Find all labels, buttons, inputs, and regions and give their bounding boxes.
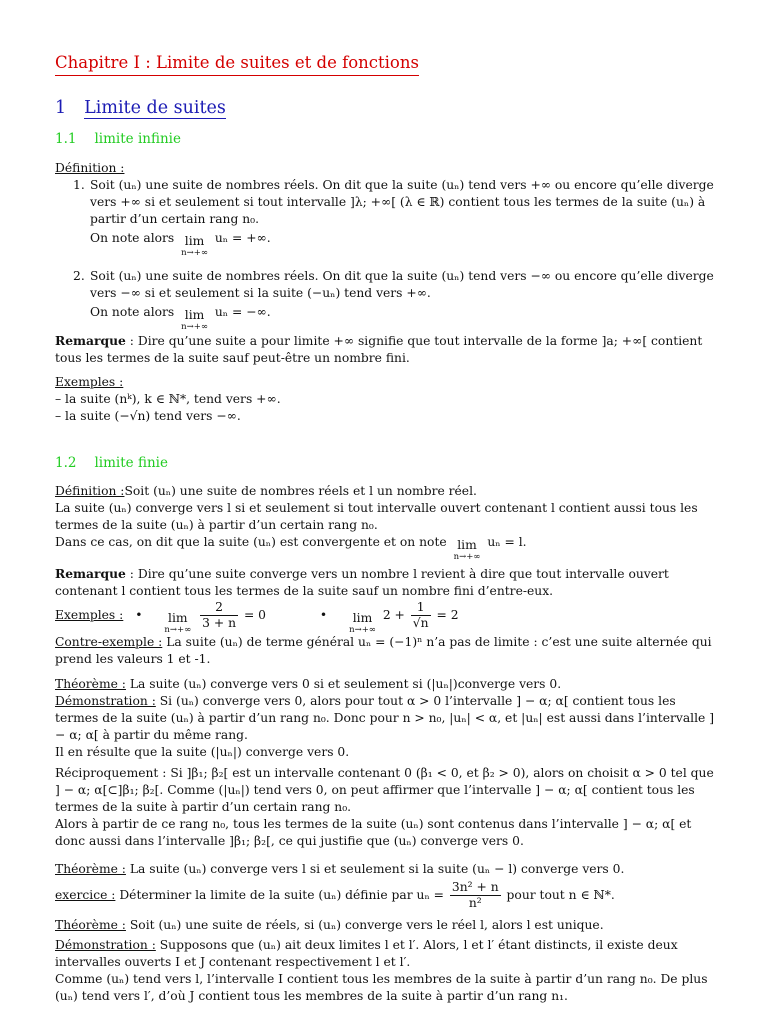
counter-example-text: La suite (uₙ) de terme général uₙ = (−1)ⁿ n’a pas de limite : c’est une suite alternée qui prend les valeurs 1 et -1. (55, 635, 712, 666)
item-text: Soit (uₙ) une suite de nombres réels. On dit que la suite (uₙ) tend vers +∞ ou encore qu’elle diverge vers +∞ si et seulement si tout intervalle ]λ; +∞[ (λ ∈ ℝ) contient tous les termes de la suite (uₙ) à partir d’un certain rang n₀. (90, 178, 714, 226)
limit-subscript: n→+∞ (349, 625, 376, 635)
counter-example-label: Contre-exemple : (55, 635, 163, 649)
exercise-label: exercice : (55, 888, 116, 902)
definition-item-2 (55, 268, 715, 333)
proof-paragraph: Comme (uₙ) tend vers l, l’intervalle I contient tous les membres de la suite à partir d’un rang n₀. De plus (uₙ) tend vers l′, d’où J contient tous les membres de la suite à partir d’un rang n₁. (55, 972, 708, 1003)
remark-label: Remarque (55, 333, 126, 348)
notation-text: On note alors (90, 231, 175, 245)
limit-expression: lim n→+∞ (453, 538, 481, 562)
fraction (450, 880, 501, 911)
limit-subscript: n→+∞ (181, 248, 208, 258)
denominator: 3 + n (202, 616, 237, 630)
examples-label: Exemples : (55, 608, 124, 622)
limit-expression: lim n→+∞ (181, 308, 208, 332)
subsection-heading-1-1 (55, 130, 181, 148)
definition-label: Définition : (55, 161, 125, 175)
item-notation (55, 304, 715, 333)
example-result: = 2 (436, 608, 459, 622)
example-result: = 0 (243, 608, 266, 622)
exercise (55, 880, 715, 911)
notation-text: Dans ce cas, on dit que la suite (uₙ) est convergente et on note (55, 535, 447, 549)
proof-text: Supposons que (uₙ) ait deux limites l et l′. Alors, l et l′ étant distincts, il existe deux intervalles ouverts I et J contenant respectivement l et l′. (55, 938, 678, 969)
subsection-heading-1-2 (55, 454, 168, 472)
example-item: – la suite (−√n) tend vers −∞. (55, 409, 241, 423)
item-text: Soit (uₙ) une suite de nombres réels. On dit que la suite (uₙ) tend vers −∞ ou encore qu’elle diverge vers −∞ si et seulement si la suite (−uₙ) tend vers +∞. (90, 269, 714, 300)
definition-item-1 (55, 177, 715, 259)
fraction (200, 600, 238, 631)
theorem-label: Théorème : (55, 862, 126, 876)
examples-1-1 (55, 374, 715, 425)
subsection-number: 1.1 (55, 131, 77, 147)
definition-notation (55, 534, 715, 563)
bullet: • (135, 608, 143, 622)
limit-subscript: n→+∞ (453, 552, 481, 562)
theorem-2 (55, 861, 715, 878)
definition-block-1-2 (55, 483, 715, 563)
theorem-text: La suite (uₙ) converge vers 0 si et seulement si (|uₙ|)converge vers 0. (125, 677, 562, 691)
proof-text: Si (uₙ) converge vers 0, alors pour tout α > 0 l’intervalle ] − α; α[ contient tous les termes de la suite (uₙ) à partir d’un rang n₀. Donc pour n > n₀, |uₙ| < α, et |uₙ| est aussi dans l’intervalle ] − α; α[ à partir du même rang. (55, 694, 715, 742)
definition-label: Définition : (55, 484, 125, 498)
theorem-label: Théorème : (55, 677, 126, 691)
notation-result: uₙ = −∞. (214, 305, 271, 319)
subsection-number: 1.2 (55, 455, 77, 471)
item-number: 1. (73, 178, 85, 192)
limit-expression: lim n→+∞ (164, 611, 192, 635)
examples-1-2 (55, 600, 715, 636)
proof-paragraph: Il en résulte que la suite (|uₙ|) converge vers 0. (55, 745, 350, 759)
item-number: 2. (73, 269, 85, 283)
counter-example (55, 634, 715, 668)
proof-label: Démonstration : (55, 938, 156, 952)
remark-1-2 (55, 565, 715, 600)
exercise-end: pour tout n ∈ ℕ*. (506, 888, 615, 902)
theorem-label: Théorème : (55, 918, 126, 932)
limit-expression: lim n→+∞ (181, 234, 208, 258)
theorem-3 (55, 917, 715, 1005)
examples-label: Exemples : (55, 375, 124, 389)
numerator: 2 (200, 600, 238, 616)
definition-paragraph: La suite (uₙ) converge vers l si et seulement si tout intervalle ouvert contenant l contient aussi tous les termes de la suite (uₙ) à partir d’un certain rang n₀. (55, 501, 698, 532)
remark-text: : Dire qu’une suite a pour limite +∞ signifie que tout intervalle de la forme ]a; +∞[ contient tous les termes de la suite sauf peut-être un nombre fini. (55, 334, 703, 365)
remark-label: Remarque (55, 566, 126, 581)
example-item: – la suite (nᵏ), k ∈ ℕ*, tend vers +∞. (55, 392, 281, 406)
denominator: √n (412, 616, 429, 630)
section-number: 1 (55, 98, 67, 118)
remark-text: : Dire qu’une suite converge vers un nombre l revient à dire que tout intervalle ouvert contenant l contient tous les termes de la suite sauf un nombre fini d’entre-eux. (55, 567, 669, 598)
definition-block-1-1 (55, 160, 715, 333)
fraction (411, 600, 431, 631)
denominator: n² (468, 896, 482, 910)
example-prefix: 2 + (382, 608, 405, 622)
subsection-title: limite finie (94, 455, 168, 471)
theorem-1 (55, 676, 715, 850)
notation-result: uₙ = +∞. (214, 231, 271, 245)
numerator: 1 (411, 600, 431, 616)
numerator: 3n² + n (451, 880, 499, 894)
section-heading (55, 97, 226, 119)
subsection-title: limite infinie (94, 131, 181, 147)
notation-text: On note alors (90, 305, 175, 319)
exercise-text: Déterminer la limite de la suite (uₙ) définie par uₙ = (115, 888, 444, 902)
section-title: Limite de suites (84, 98, 226, 118)
bullet: • (319, 608, 328, 622)
item-notation (55, 230, 715, 259)
proof-paragraph: Alors à partir de ce rang n₀, tous les termes de la suite (uₙ) sont contenus dans l’intervalle ] − α; α[ et donc aussi dans l’intervalle ]β₁; β₂[, ce qui justifie que (uₙ) converge vers 0. (55, 817, 692, 848)
limit-expression: lim n→+∞ (349, 611, 376, 635)
remark-1-1 (55, 332, 715, 367)
proof-paragraph: Réciproquement : Si ]β₁; β₂[ est un intervalle contenant 0 (β₁ < 0, et β₂ > 0), alors on choisit α > 0 tel que ] − α; α[⊂]β₁; β₂[. Comme (|uₙ|) tend vers 0, on peut affirmer que l’intervalle ] − α; α[ contient tous les termes de la suite à partir d’un certain rang n₀. (55, 766, 714, 814)
notation-result: uₙ = l. (487, 535, 527, 549)
limit-subscript: n→+∞ (181, 322, 208, 332)
limit-subscript: n→+∞ (164, 625, 192, 635)
proof-label: Démonstration : (55, 694, 156, 708)
chapter-title: Chapitre I : Limite de suites et de fonctions (55, 52, 419, 76)
theorem-text: Soit (uₙ) une suite de réels, si (uₙ) converge vers le réel l, alors l est unique. (125, 918, 604, 932)
theorem-text: La suite (uₙ) converge vers l si et seulement si la suite (uₙ − l) converge vers 0. (125, 862, 625, 876)
definition-text: Soit (uₙ) une suite de nombres réels et l un nombre réel. (124, 484, 477, 498)
